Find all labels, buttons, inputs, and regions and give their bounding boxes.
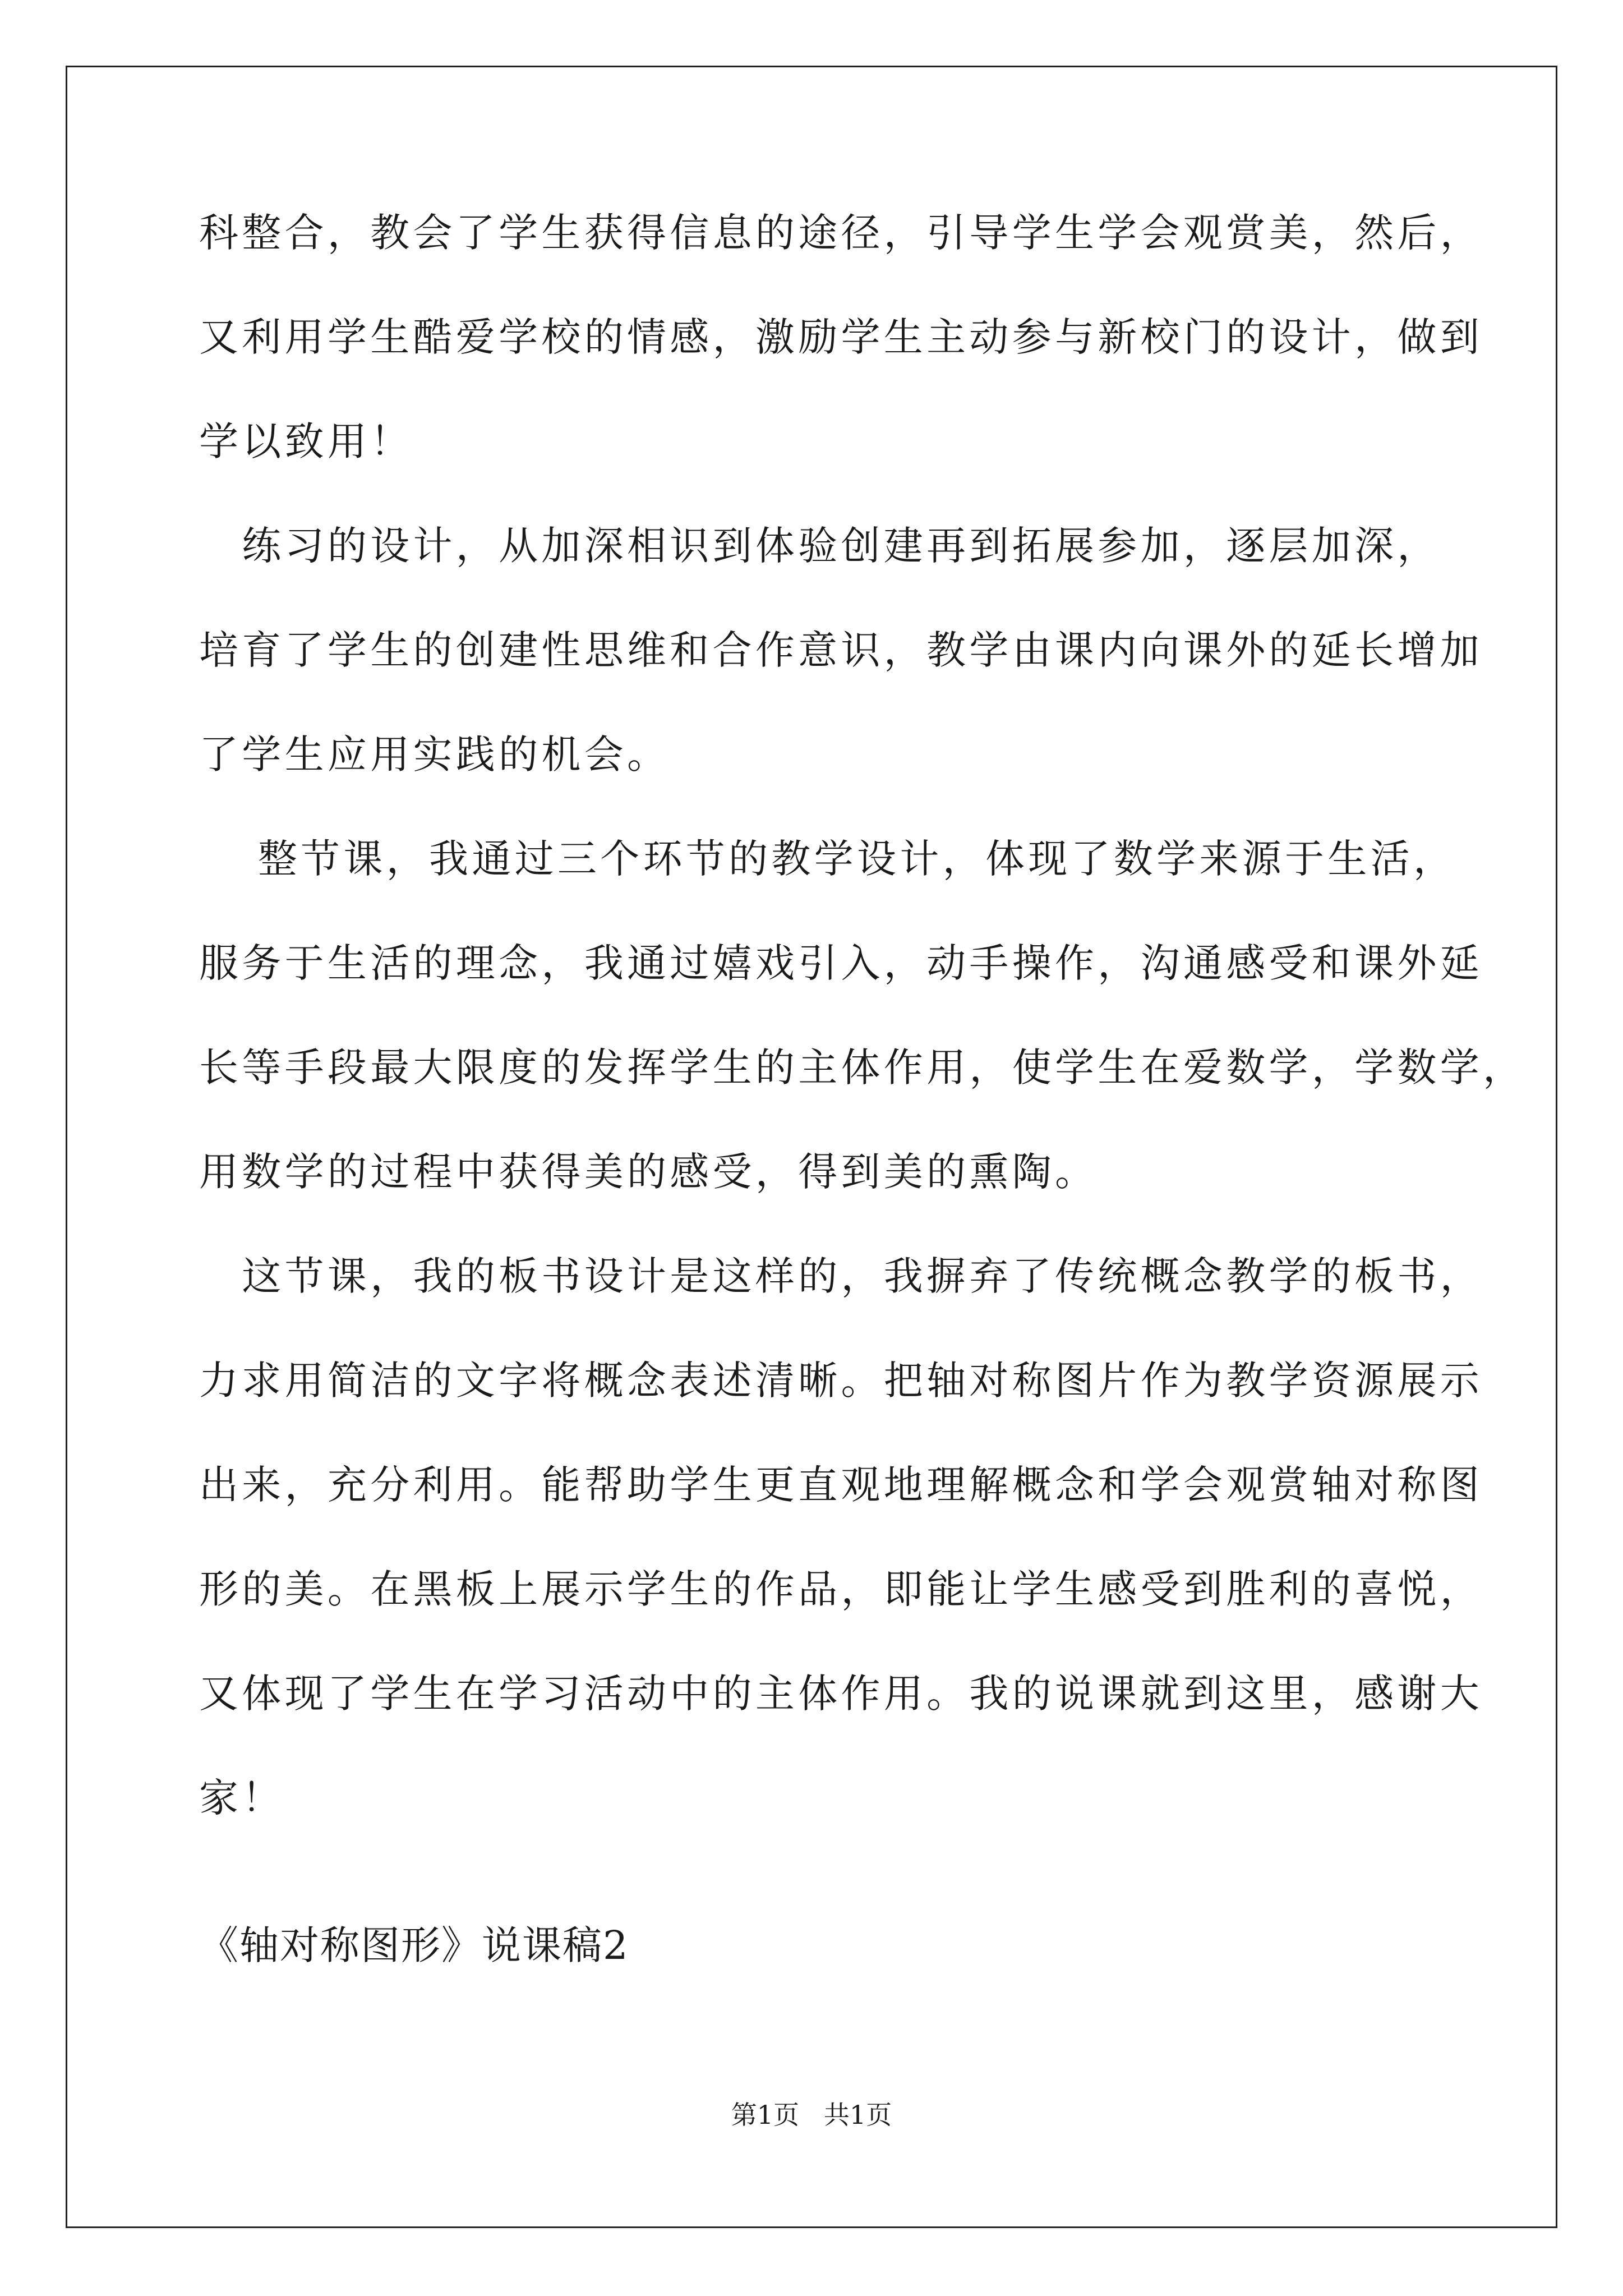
- section-heading: 《轴对称图形》说课稿2: [199, 1922, 629, 1968]
- text-line: 这节课，我的板书设计是这样的，我摒弃了传统概念教学的板书，: [199, 1253, 1483, 1299]
- text-line: 形的美。在黑板上展示学生的作品，即能让学生感受到胜利的喜悦，: [199, 1566, 1483, 1612]
- text-line: 服务于生活的理念，我通过嬉戏引入，动手操作，沟通感受和课外延: [199, 940, 1483, 986]
- text-line: 又体现了学生在学习活动中的主体作用。我的说课就到这里，感谢大: [199, 1671, 1483, 1717]
- text-line: 出来，充分利用。能帮助学生更直观地理解概念和学会观赏轴对称图: [199, 1462, 1483, 1508]
- text-line: 整节课，我通过三个环节的教学设计，体现了数学来源于生活，: [199, 836, 1456, 882]
- page-number-footer: 第1页 共1页: [731, 2100, 892, 2130]
- text-line: 学以致用！: [199, 418, 413, 464]
- text-line: 家！: [199, 1775, 285, 1821]
- text-line: 长等手段最大限度的发挥学生的主体作用，使学生在爱数学，学数学，: [199, 1045, 1526, 1091]
- text-line: 用数学的过程中获得美的感受，得到美的熏陶。: [199, 1149, 1098, 1195]
- text-line: 又利用学生酷爱学校的情感，激励学生主动参与新校门的设计，做到: [199, 314, 1483, 360]
- text-line: 科整合，教会了学生获得信息的途径，引导学生学会观赏美，然后，: [199, 210, 1483, 256]
- document-body: [199, 210, 1526, 1883]
- text-line: 练习的设计，从加深相识到体验创建再到拓展参加，逐层加深，: [199, 523, 1440, 569]
- text-line: 了学生应用实践的机会。: [199, 731, 670, 777]
- text-line: 力求用简洁的文字将概念表述清晰。把轴对称图片作为教学资源展示: [199, 1358, 1483, 1404]
- text-line: 培育了学生的创建性思维和合作意识，教学由课内向课外的延长增加: [199, 627, 1483, 673]
